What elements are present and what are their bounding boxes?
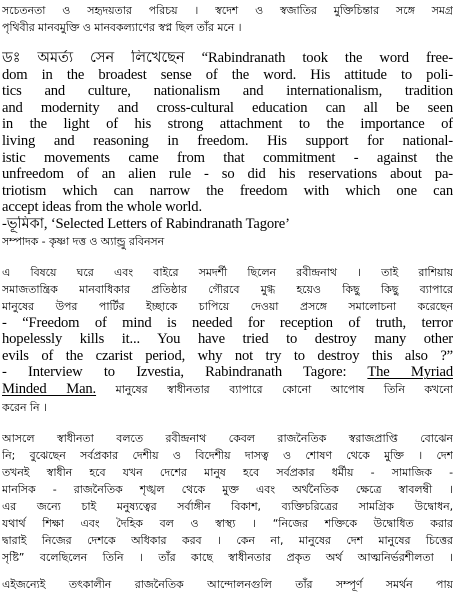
text-line: tics and culture, nationalism and internationalism, tradition (2, 83, 453, 100)
text-line: আসলে স্বাধীনতা বলতে রবীন্দ্রনাথ কেবল রাজনৈতিক স্বরাজপ্রাপ্তি বোঝেন (2, 431, 453, 445)
text-line: evils of the czarist period, why not try to destroy this also ?” (2, 347, 453, 364)
text-line (2, 381, 453, 399)
text-line: পৃথিবীর মানবমুক্তি ও মানবকল্যাণের স্বপ্ন ছিল তাঁর মনে । (2, 21, 242, 34)
citation-line: -ভূমিকা, ‘Selected Letters of Rabindranath Tagore’ (2, 215, 290, 232)
text-line: - “Freedom of mind is needed for reception of truth, terror (2, 314, 453, 331)
text-line: and modernity and cross-cultural education can all be seen (2, 99, 453, 116)
text-fragment: - Interview to Izvestia, Rabindranath Tagore: (2, 364, 368, 381)
text-line: এইজন্যেই তৎকালীন রাজনৈতিক আন্দোলনগুলি তাঁর সম্পূর্ণ সমর্থন পায় (2, 577, 453, 591)
text-line: unfreedom of an alien rule - so did his reservations about pa- (2, 166, 453, 183)
text-line: dom in the broadest sense of the word. His attitude to poli- (2, 66, 453, 83)
text-line: দ্বারাই নিজের দেশকে অধিকার করব । কেন না, মানুষের দেশ মানুষের চিত্তের (2, 533, 453, 547)
editor-line: সম্পাদক - কৃষ্ণা দত্ত ও অ্যান্ড্রু রবিনসন (2, 234, 165, 248)
text-line: hopelessly kills it... You have tried to destroy many other (2, 331, 453, 348)
text-line: istic movements came from that commitment - against the (2, 149, 453, 166)
text-line (2, 364, 453, 381)
text-line: triotism which can narrow the freedom with which one can (2, 182, 453, 199)
source-title-fragment: The Myriad (367, 364, 453, 381)
paragraph-spacer (2, 416, 453, 430)
paragraph-spacer (2, 250, 453, 264)
paragraph-spacer (2, 36, 453, 50)
text-line: সচেতনতা ও সহৃদয়তার পরিচয় । স্বদেশ ও স্বজাতির মুক্তিচিন্তার সঙ্গে সমগ্র (2, 4, 453, 17)
paragraph-3-russia (2, 264, 453, 416)
text-line: এর জন্যে চাই মনুষ্যত্বের সর্বাঙ্গীন বিকাশ, ব্যক্তিচরিত্রের সামগ্রিক উদ্বোধন, (2, 499, 453, 513)
text-line: যথার্থ শিক্ষা এবং দৈহিক বল ও স্বাস্থ্য । “নিজের শক্তিকে উদ্বোধিত করার (2, 516, 453, 530)
text-line: করেন নি । (2, 400, 47, 414)
text-line: in the light of his strong attachment to the importance of (2, 116, 453, 133)
text-line: ডঃ অমর্ত্য সেন লিখেছেন “Rabindranath took the word free- (2, 50, 453, 66)
paragraph-5-movements (2, 576, 453, 593)
text-line: living and reasoning in freedom. His support for national- (2, 132, 453, 149)
source-title-fragment: Minded Man. (2, 380, 97, 397)
text-line: সমাজতান্ত্রিক মানবাধিকার প্রতিষ্ঠার গৌরবে মুগ্ধ হয়েও কিছু কিছু ব্যাপারে (2, 282, 453, 296)
text-line: এ বিষয়ে ঘরে এবং বাইরে সমদর্শী ছিলেন রবীন্দ্রনাথ । তাই রাশিয়ায় (2, 265, 453, 279)
text-line: সৃষ্টি” বলেছিলেন তিনি । তাঁর কাছে স্বাধীনতার প্রকৃত অর্থ আত্মনির্ভরশীলতা । (2, 550, 453, 564)
text-line: নি; বুঝেছেন সর্বপ্রকার দেশীয় ও বিদেশীয় দাসত্ব ও শোষণ থেকে মুক্তি । দেশ (2, 448, 453, 462)
text-line: তখনই স্বাধীন হবে যখন দেশের মানুষ হবে সর্বপ্রকার ধর্মীয় - সামাজিক - (2, 465, 453, 479)
text-line: মানসিক - রাজনৈতিক শৃঙ্খল থেকে মুক্ত এবং অর্থনৈতিক ক্ষেত্রে স্বাবলম্বী । (2, 482, 453, 496)
paragraph-spacer (2, 566, 453, 576)
paragraph-1 (2, 2, 453, 36)
paragraph-2-quote-amartya-sen (2, 50, 453, 250)
text-line: মানুষের উপর পার্টির ইচ্ছাকে চাপিয়ে দেওয়া প্রসঙ্গে সমালোচনা করেছেন (2, 299, 453, 313)
text-line: accept ideas from the whole world. (2, 199, 202, 216)
paragraph-4-freedom (2, 430, 453, 566)
text-fragment: মানুষের স্বাধীনতার ব্যাপারে কোনো আপোষ তিনি কখনো (96, 382, 453, 396)
